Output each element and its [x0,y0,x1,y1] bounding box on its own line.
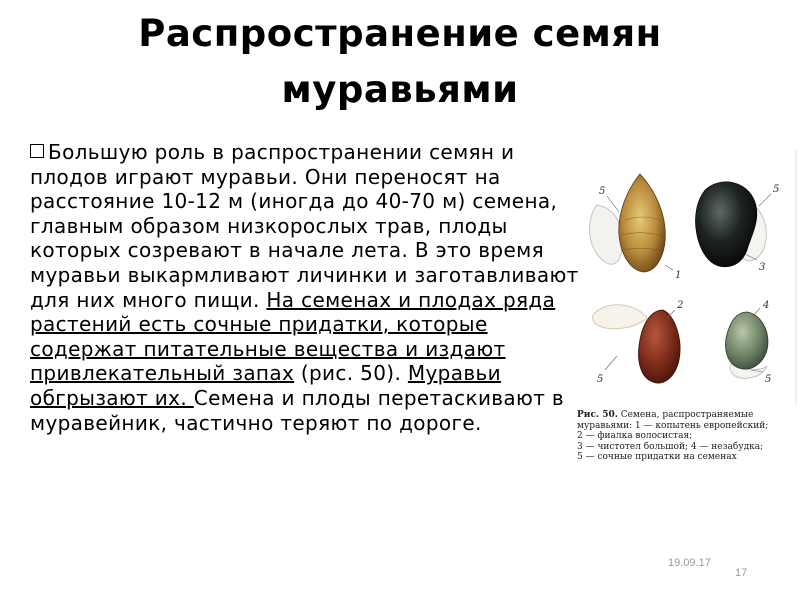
seed-3-group [695,182,766,267]
footer-date: 19.09.17 [668,557,711,569]
body-paragraph [30,140,590,435]
figure-label-5d: 5 [765,374,772,385]
figure-caption [577,410,797,463]
caption-line-1-text: Семена, распространяемые [617,410,754,420]
body-text-part-1: Большую роль в распространении семян и плодов играют муравьи. Они переносят на расстояние 10-12 м (иногда до 40-70 м) семена, главным образом низкорослых трав, плоды которых созревают в начале лета. В это время муравьи выкармливают личинки и заготавливают для них много пищи. [30,140,579,312]
seed-2 [639,310,681,383]
slide-number: 17 [735,567,748,579]
slide-title [20,6,780,118]
seed-4-group [726,312,768,378]
figure-label-2: 2 [677,300,684,311]
figure-label-5b: 5 [773,184,780,195]
seed-1 [619,174,666,272]
figure-label-3: 3 [759,262,766,273]
figure-label-4: 4 [763,300,770,311]
caption-line-1 [577,410,797,421]
seed-4 [726,312,768,369]
seed-2-group [593,305,680,383]
appendage-1 [589,205,621,264]
body-text-part-2: (рис. 50). [294,361,408,386]
caption-line-4: 3 — чистотел большой; 4 — незабудка; [577,441,764,452]
caption-figure-number: Рис. 50. [577,410,618,420]
caption-line-3: 2 — фиалка волосистая; [577,431,693,442]
body-text-part-3: Семена и плоды перетаскивают в муравейник, частично теряют по дороге. [30,385,565,435]
figure-label-5c: 5 [597,374,604,385]
slide-title-line-2: муравьями [281,68,519,111]
body-text-underlined-1: На семенах и плодах ряда растений есть сочные придатки, которые содержат питательные вещества и издают привлекательный запах [30,287,556,386]
appendage-2 [593,305,647,329]
caption-line-5: 5 — сочные придатки на семенах [577,452,737,463]
body-text-underlined-2: Муравьи обгрызают их. [30,361,501,410]
hollow-square-bullet-icon [30,144,44,158]
caption-line-2: муравьями: 1 — копытень европейский; [577,420,769,431]
figure-label-1: 1 [675,270,682,281]
figure-label-5a: 5 [599,186,606,197]
slide-title-line-1: Распространение семян [138,12,662,55]
seeds-illustration [575,150,800,405]
